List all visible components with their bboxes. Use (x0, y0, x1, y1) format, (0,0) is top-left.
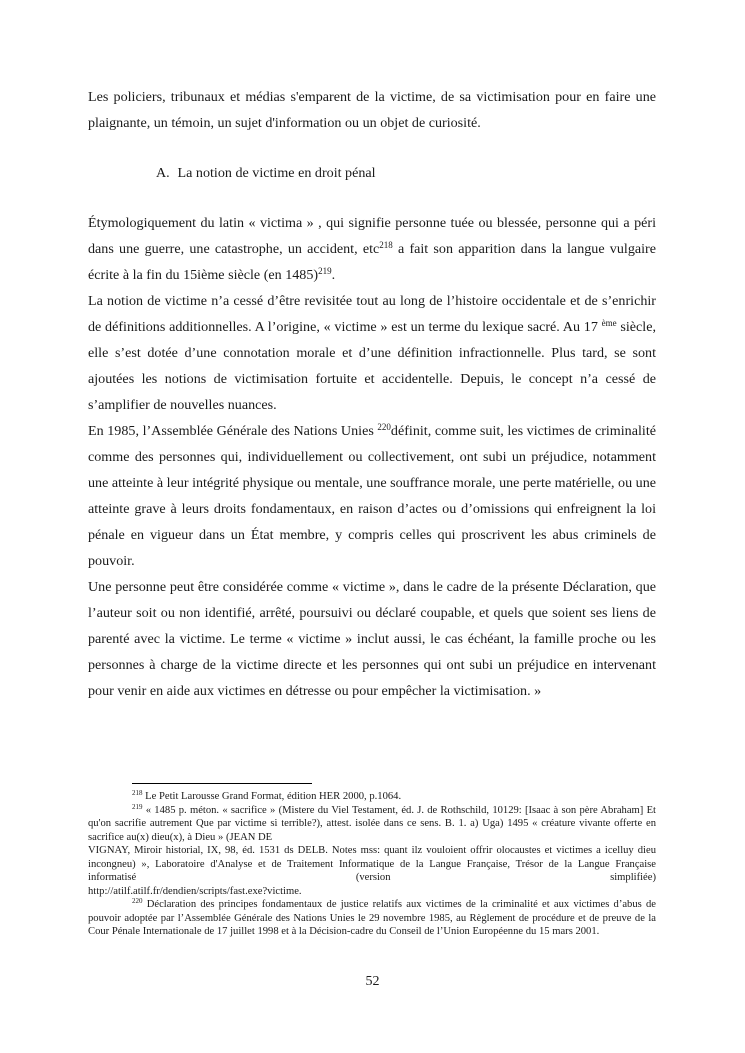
footnotes-section (88, 790, 656, 939)
footnote-219-text: « 1485 p. méton. « sacrifice » (Mistere du Viel Testament, éd. J. de Rothschild, 10129: [Isaac à son père Abraham] Et qu'on sacrifie autrement Que par victime si terrible?), attest. isolée dans ce sens. B. 1. a) Uga) 1495 « créature vivante offerte en sacrifice au(x) dieu(x), à Dieu » (JEAN DE (88, 804, 656, 843)
etymology-text-2: a fait son apparition dans la langue vulgaire écrite à la fin du 15ième siècle (en 1485) (88, 241, 656, 283)
footnote-separator (132, 783, 312, 784)
footnote-number-219: 219 (132, 802, 143, 811)
footnote-number-220: 220 (132, 897, 143, 905)
document-page (88, 84, 656, 704)
etymology-paragraph (88, 210, 656, 288)
un-1985-paragraph (88, 418, 656, 574)
footnote-218-text: Le Petit Larousse Grand Format, édition HER 2000, p.1064. (142, 791, 402, 802)
section-heading (88, 160, 656, 186)
section-title: La notion de victime en droit pénal (177, 165, 376, 181)
footnote-218 (88, 790, 656, 804)
notion-text-1: La notion de victime n’a cessé d’être revisitée tout au long de l’histoire occidentale et de s’enrichir de définitions additionnelles. A l’origine, « victime » est un terme du lexique sacré. Au 17 (88, 293, 656, 335)
section-number: A. (156, 165, 170, 181)
page-number: 52 (365, 974, 380, 989)
declaration-paragraph: Une personne peut être considérée comme « victime », dans le cadre de la présente Déclaration, que l’auteur soit ou non identifié, arrêté, poursuivi ou déclaré coupable, et quels que soient ses liens de parenté avec la victime. Le terme « victime » inclut aussi, le cas échéant, la famille proche ou les personnes à charge de la victime directe et les personnes qui ont subi un préjudice en intervenant pour venir en aide aux victimes en détresse ou pour empêcher la victimisation. » (88, 579, 656, 699)
footnote-219 (88, 804, 656, 845)
footnote-219-continuation: VIGNAY, Miroir historial, IX, 98, éd. 1531 ds DELB. Notes mss: quant ilz vouloient offrir olocaustes et victimes a icelluy dieu incongneu) », Laboratoire d'Analyse et de Traitement Informatique de la Langue Française, Trésor de la Langue Française informatisé (version simplifiée) (88, 845, 656, 883)
footnote-220-text: Déclaration des principes fondamentaux de justice relatifs aux victimes de la criminalité et aux victimes d’abus de pouvoir adoptée par l’Assemblée Générale des Nations Unies le 29 novembre 1985, au Règlement de procédure et de preuve de la Cour Pénale Internationale de 17 juillet 1998 et à la Décision-cadre du Conseil de l’Union Européenne du 15 mars 2001. (88, 899, 656, 937)
un-text-2: définit, comme suit, les victimes de criminalité comme des personnes qui, individuellement ou collectivement, ont subi un préjudice, notamment une atteinte à leur intégrité physique ou mentale, une souffrance morale, une perte matérielle, ou une atteinte grave à leurs droits fondamentaux, en raison d’actes ou d’omissions qui enfreignent la loi pénale en vigueur dans un État membre, y compris celles qui proscrivent les abus criminels de pouvoir. (88, 423, 656, 569)
un-text-1: En 1985, l’Assemblée Générale des Nations Unies (88, 423, 378, 439)
etymology-text-3: . (331, 267, 336, 283)
etymology-text-1: Étymologiquement du latin « victima » , qui signifie personne tuée ou blessée, personne qui a péri dans une guerre, une catastrophe, un accident, etc (88, 215, 656, 257)
intro-paragraph: Les policiers, tribunaux et médias s'emparent de la victime, de sa victimisation pour en faire une plaignante, un témoin, un sujet d'information ou un objet de curiosité. (88, 89, 656, 131)
footnote-number-218: 218 (132, 789, 143, 797)
footnote-ref-219[interactable]: 219 (318, 266, 332, 276)
notion-text-2: siècle, elle s’est dotée d’une connotation morale et d’une définition infractionnelle. Plus tard, se sont ajoutées les notions de victimisation fortuite et accidentelle. Depuis, le concept n’a cessé de s’amplifier de nouvelles nuances. (88, 319, 656, 413)
century-superscript: ème (601, 318, 617, 328)
footnote-220 (88, 898, 656, 939)
footnote-ref-220[interactable]: 220 (377, 422, 391, 432)
notion-paragraph (88, 288, 656, 418)
footnote-ref-218[interactable]: 218 (379, 240, 393, 250)
footnote-219-url[interactable]: http://atilf.atilf.fr/dendien/scripts/fast.exe?victime. (88, 885, 302, 897)
